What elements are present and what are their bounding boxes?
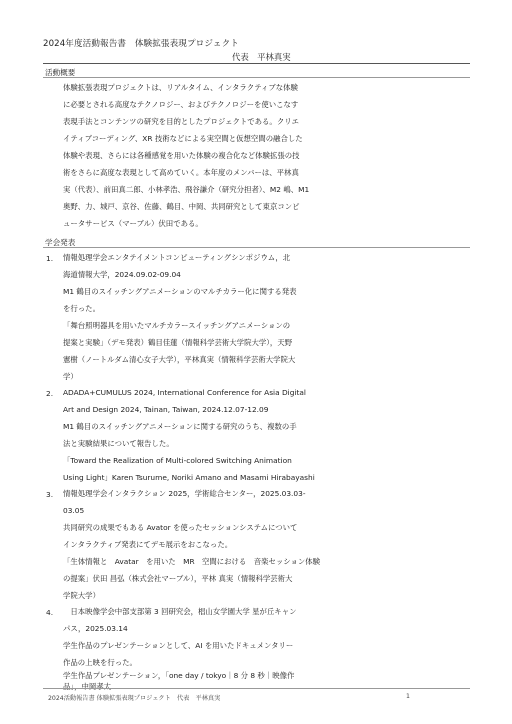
overview-line: 実（代表）、前田真二郎、小林孝浩、飛谷謙介（研究分担者）、M2 嶋、M1 — [63, 185, 310, 194]
item-line: 「生体情報と Avatar を用いた MR 空間における 音楽セッション体験 — [63, 557, 321, 566]
item-line: Art and Design 2024, Tainan, Taiwan, 2024.12.07-12.09 — [63, 405, 269, 414]
overview-line: 術をさらに高度な表現として高めていく。本年度のメンバーは、平林真 — [63, 168, 299, 177]
item-line: M1 鶴目のスイッチングアニメーションのマルチカラー化に関する発表 — [63, 287, 297, 296]
overview-line: 表現手法とコンテンツの研究を目的としたプロジェクトである。クリエ — [63, 117, 299, 126]
item-line: 共同研究の成果でもある Avator を使ったセッションシステムについて — [63, 523, 298, 532]
overview-heading: 活動概要 — [45, 68, 76, 77]
item-number: 1. — [46, 254, 54, 263]
item-line: 作品の上映を行った。 — [63, 658, 137, 667]
item-line: 提案と実験」（デモ発表）鶴目佳蓮（情報科学芸術大学院大学），天野 — [63, 338, 293, 347]
footer-text: 2024活動報告書 体験拡張表現プロジェクト 代表 平林真実 — [48, 695, 221, 702]
item-line: 情報処理学会インタラクション 2025，学術総合センター，2025.03.03- — [63, 489, 306, 498]
item-line: Using Light」Karen Tsurume, Noriki Amano and Masami Hirabayashi — [63, 473, 315, 482]
item-line: M1 鶴目のスイッチングアニメーションに関する研究のうち、複数の手 — [63, 422, 297, 431]
conferences-heading: 学会発表 — [45, 238, 76, 247]
item-line: 学生作品プレゼンテーション，「one day / tokyo｜8 分 8 秒｜映像作 — [63, 671, 295, 680]
item-number: 2. — [46, 389, 54, 398]
page-number: 1 — [406, 693, 410, 700]
overview-line: に必要とされる高度なテクノロジー、およびテクノロジーを使いこなす — [63, 100, 299, 109]
document-title: 2024年度活動報告書 体験拡張表現プロジェクト — [43, 39, 239, 49]
item-number: 4. — [46, 608, 54, 617]
item-line: の提案」伏田 昌弘（株式会社マーブル），平林 真実（情報科学芸術大 — [63, 574, 293, 583]
item-line: 日本映像学会中部支部第 3 回研究会，椙山女学園大学 星が丘キャン — [63, 607, 297, 616]
overview-heading-rule — [43, 77, 470, 78]
item-line: 学院大学） — [63, 591, 100, 600]
item-line: 海道情報大学，2024.09.02-09.04 — [63, 270, 181, 279]
conferences-heading-rule — [43, 247, 470, 248]
overview-line: 体験や表現、さらには各種感覚を用いた体験の複合化など体験拡張の技 — [63, 151, 300, 160]
item-line: を行った。 — [63, 304, 100, 313]
item-line: 憲樹（ノートルダム清心女子大学），平林真実（情報科学芸術大学院大 — [63, 355, 296, 364]
item-line: 「舞台照明器具を用いたマルチカラースイッチングアニメーションの — [63, 321, 291, 330]
overview-line: 体験拡張表現プロジェクトは、リアルタイム、インタラクティブな体験 — [63, 83, 298, 92]
item-line: インタラクティブ発表にてデモ展示をおこなった。 — [63, 540, 233, 549]
overview-line: イティブコーディング、XR 技術などによる実空間と仮想空間の融合した — [63, 134, 303, 143]
item-number: 3. — [46, 490, 54, 499]
title-rule — [43, 63, 470, 64]
item-line: 法と実験結果について報告した。 — [63, 439, 174, 448]
overview-line: ュータサービス（マーブル）伏田である。 — [63, 219, 203, 228]
item-line: ADADA+CUMULUS 2024, International Conference for Asia Digital — [63, 388, 306, 397]
item-line: 03.05 — [63, 506, 85, 515]
overview-line: 奥野、力、城戸、京谷、佐藤、鶴目、中岡、共同研究として東京コンピ — [63, 202, 300, 211]
footer-rule — [43, 688, 470, 689]
item-line: 「Toward the Realization of Multi-colored Switching Animation — [63, 456, 292, 465]
item-line: 情報処理学会エンタテイメントコンピューティングシンポジウム，北 — [63, 253, 291, 262]
item-line: 学生作品のプレゼンテーションとして、AI を用いたドキュメンタリー — [63, 641, 294, 650]
item-line: 品」，中岡孝太 — [63, 682, 112, 691]
item-line: パス，2025.03.14 — [63, 624, 128, 633]
author-line: 代表 平林真実 — [232, 52, 291, 62]
item-line: 学） — [63, 372, 78, 381]
